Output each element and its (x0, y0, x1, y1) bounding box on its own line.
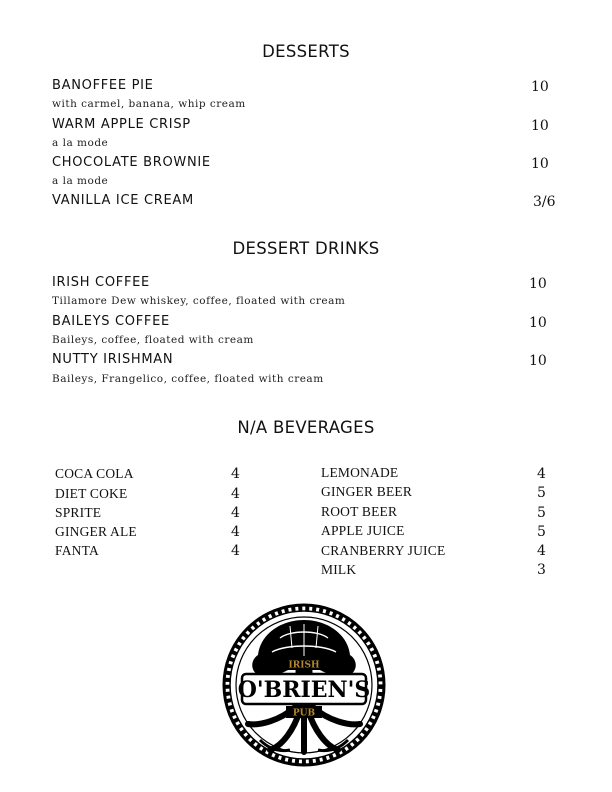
logo-name-text: O'BRIEN'S (237, 677, 371, 703)
celtic-tree-of-life-icon (220, 600, 388, 770)
dessert-name: VANILLA ICE CREAM (52, 193, 194, 208)
beverage-name: GINGER BEER (321, 484, 413, 499)
beverage-name: GINGER ALE (55, 524, 137, 539)
obriens-pub-logo (220, 600, 388, 770)
beverage-name: DIET COKE (55, 486, 128, 501)
beverage-price: 4 (231, 524, 240, 540)
beverage-name: COCA COLA (55, 466, 134, 481)
drink-description: Baileys, Frangelico, coffee, floated with cream (52, 373, 324, 385)
drink-price: 10 (529, 276, 547, 292)
dessert-description: with carmel, banana, whip cream (52, 98, 246, 110)
beverage-price: 4 (537, 466, 546, 482)
beverage-name: CRANBERRY JUICE (321, 543, 446, 558)
beverage-name: MILK (321, 562, 357, 577)
beverage-name: ROOT BEER (321, 504, 398, 519)
drink-description: Baileys, coffee, floated with cream (52, 334, 254, 346)
beverage-price: 4 (231, 543, 240, 559)
logo-irish-text: IRISH (288, 660, 320, 671)
dessert-drinks-heading: DESSERT DRINKS (232, 239, 380, 258)
desserts-heading: DESSERTS (262, 42, 350, 61)
beverage-price: 4 (231, 466, 240, 482)
drink-price: 10 (529, 353, 547, 369)
dessert-price: 10 (531, 156, 549, 172)
dessert-name: BANOFFEE PIE (52, 78, 154, 93)
dessert-name: CHOCOLATE BROWNIE (52, 155, 211, 170)
drink-name: BAILEYS COFFEE (52, 314, 170, 329)
beverage-name: APPLE JUICE (321, 523, 405, 538)
logo-pub-text: PUB (292, 708, 316, 719)
dessert-price: 10 (531, 79, 549, 95)
beverage-price: 3 (537, 562, 546, 578)
dessert-description: a la mode (52, 175, 109, 187)
beverage-price: 5 (537, 485, 546, 501)
beverage-price: 4 (537, 543, 546, 559)
beverage-name: LEMONADE (321, 465, 399, 480)
dessert-name: WARM APPLE CRISP (52, 117, 191, 132)
beverage-name: FANTA (55, 543, 99, 558)
dessert-price: 10 (531, 118, 549, 134)
drink-name: IRISH COFFEE (52, 275, 150, 290)
drink-description: Tillamore Dew whiskey, coffee, floated with cream (52, 295, 346, 307)
beverage-price: 5 (537, 505, 546, 521)
drink-name: NUTTY IRISHMAN (52, 352, 174, 367)
beverage-name: SPRITE (55, 505, 102, 520)
beverages-heading: N/A BEVERAGES (237, 418, 375, 437)
beverage-price: 4 (231, 505, 240, 521)
beverage-price: 4 (231, 486, 240, 502)
dessert-description: a la mode (52, 137, 109, 149)
drink-price: 10 (529, 315, 547, 331)
beverage-price: 5 (537, 524, 546, 540)
dessert-price: 3/6 (533, 194, 556, 210)
